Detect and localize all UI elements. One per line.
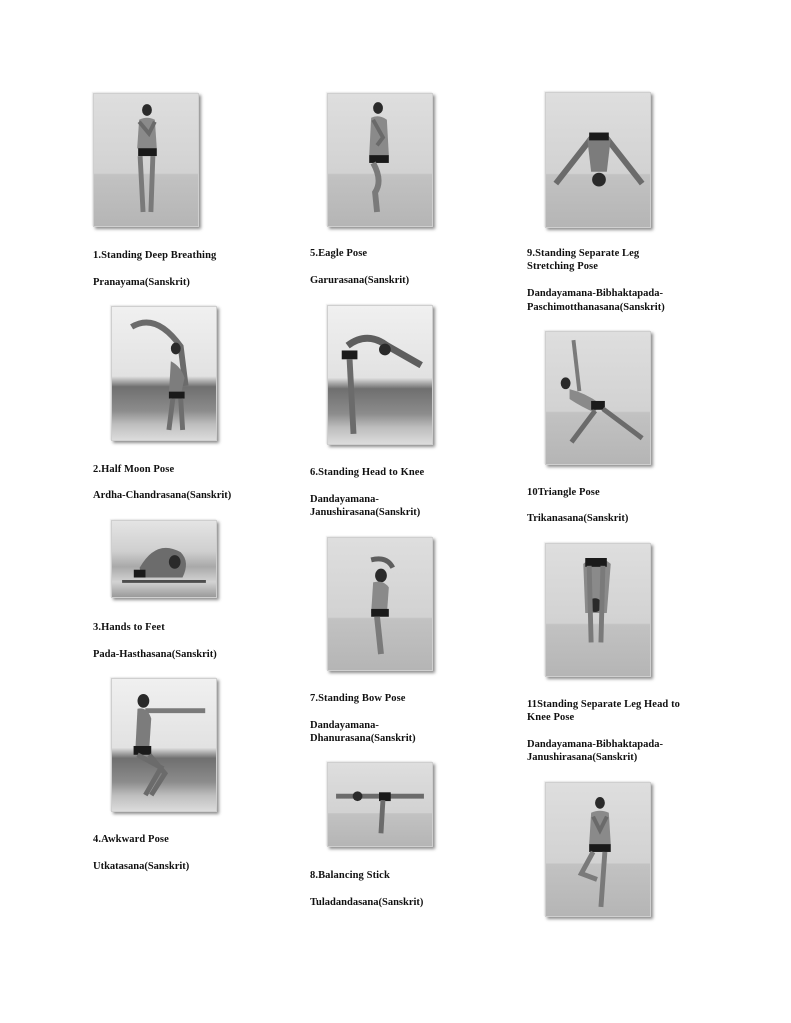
pose-sanskrit-2: Ardha-Chandrasana(Sanskrit) (93, 490, 232, 501)
pose-sanskrit-11-line1: Dandayamana-Bibhaktapada- (527, 739, 663, 750)
bending-figure-drawing (546, 544, 650, 676)
pose-title-6: 6.Standing Head to Knee (310, 467, 425, 478)
photo-standing-deep-breathing (93, 93, 199, 227)
photo-awkward-pose (111, 678, 217, 812)
half-moon-figure-drawing (112, 307, 216, 440)
photo-standing-head-to-knee (327, 305, 433, 445)
pose-title-9-line1: 9.Standing Separate Leg (527, 248, 640, 259)
photo-half-moon (111, 306, 217, 441)
awkward-figure-drawing (112, 679, 216, 811)
balancing-stick-figure-drawing (328, 763, 432, 846)
pose-sanskrit-3: Pada-Hasthasana(Sanskrit) (93, 649, 217, 660)
pose-title-1: 1.Standing Deep Breathing (93, 250, 217, 261)
separate-leg-stretching-figure-drawing (546, 93, 650, 227)
photo-standing-separate-leg-stretching (545, 92, 651, 228)
pose-sanskrit-10: Trikanasana(Sanskrit) (527, 513, 629, 524)
pose-title-5: 5.Eagle Pose (310, 248, 368, 259)
standing-figure-drawing (94, 94, 198, 226)
photo-balancing-stick (327, 762, 433, 847)
pose-sanskrit-9-line1: Dandayamana-Bibhaktapada- (527, 288, 663, 299)
pose-title-11-line2: Knee Pose (527, 712, 575, 723)
pose-title-4: 4.Awkward Pose (93, 834, 169, 845)
photo-standing-bow (327, 537, 433, 671)
eagle-figure-drawing (328, 94, 432, 226)
pose-title-3: 3.Hands to Feet (93, 622, 165, 633)
prayer-standing-figure-drawing (546, 783, 650, 916)
pose-sanskrit-7-line1: Dandayamana- (310, 720, 379, 731)
pose-title-7: 7.Standing Bow Pose (310, 693, 406, 704)
pose-title-9-line2: Stretching Pose (527, 261, 599, 272)
photo-eagle-pose (327, 93, 433, 227)
pose-sanskrit-7-line2: Dhanurasana(Sanskrit) (310, 733, 416, 744)
photo-hands-to-feet (111, 520, 217, 598)
photo-tree-pose (545, 543, 651, 677)
head-to-knee-figure-drawing (328, 306, 432, 444)
photo-separate-leg-head-to-knee (545, 782, 651, 917)
pose-sanskrit-11-line2: Janushirasana(Sanskrit) (527, 752, 638, 763)
pose-sanskrit-6-line2: Janushirasana(Sanskrit) (310, 507, 421, 518)
pose-title-11-line1: 11Standing Separate Leg Head to (527, 699, 681, 710)
pose-title-10: 10Triangle Pose (527, 487, 600, 498)
pose-title-2: 2.Half Moon Pose (93, 464, 175, 475)
pose-sanskrit-5: Garurasana(Sanskrit) (310, 275, 410, 286)
pose-sanskrit-6-line1: Dandayamana- (310, 494, 379, 505)
pose-sanskrit-1: Pranayama(Sanskrit) (93, 277, 190, 288)
photo-triangle-pose (545, 331, 651, 465)
triangle-figure-drawing (546, 332, 650, 464)
pose-title-8: 8.Balancing Stick (310, 870, 390, 881)
standing-bow-figure-drawing (328, 538, 432, 670)
pose-sanskrit-9-line2: Paschimotthanasana(Sanskrit) (527, 302, 665, 313)
pose-sanskrit-4: Utkatasana(Sanskrit) (93, 861, 190, 872)
hands-to-feet-figure-drawing (112, 521, 216, 597)
pose-sanskrit-8: Tuladandasana(Sanskrit) (310, 897, 424, 908)
